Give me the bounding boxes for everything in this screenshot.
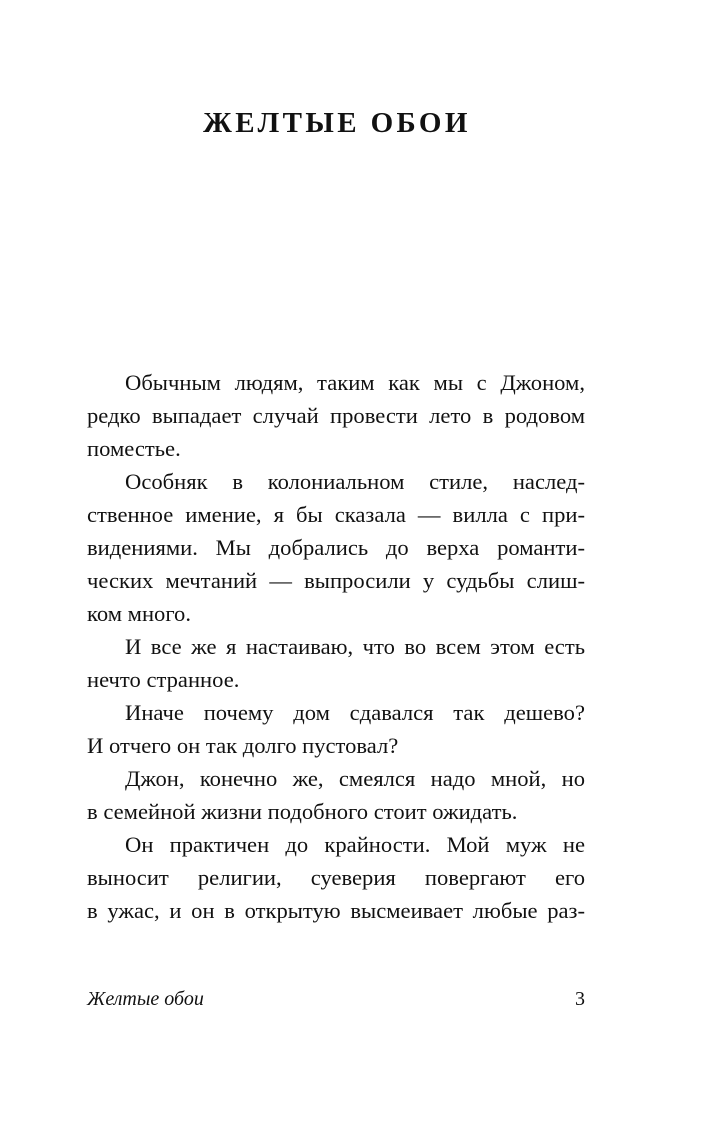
text-line: редко выпадает случай провести лето в родовом: [87, 403, 585, 428]
text-line: Иначе почему дом сдавался так дешево?: [125, 700, 585, 725]
text-line: ческих мечтаний — выпросили у судьбы слиш-: [87, 568, 585, 593]
page-number: 3: [575, 988, 585, 1010]
text-line: Особняк в колониальном стиле, наслед-: [125, 469, 585, 494]
text-line: выносит религии, суеверия повергают его: [87, 865, 585, 890]
text-line: Он практичен до крайности. Мой муж не: [125, 832, 585, 857]
chapter-title: ЖЕЛТЫЕ ОБОИ: [203, 107, 471, 139]
running-title: Желтые обои: [87, 988, 204, 1010]
body-text: [87, 366, 585, 927]
text-line: нечто странное.: [87, 667, 240, 692]
text-line: И все же я настаиваю, что во всем этом есть: [125, 634, 585, 659]
text-line: в ужас, и он в открытую высмеивает любые раз-: [87, 898, 585, 923]
text-line: Обычным людям, таким как мы с Джоном,: [125, 370, 585, 395]
page-footer: [87, 984, 585, 1014]
text-line: поместье.: [87, 436, 181, 461]
text-line: Джон, конечно же, смеялся надо мной, но: [125, 766, 585, 791]
text-line: И отчего он так долго пустовал?: [87, 733, 399, 758]
text-line: в семейной жизни подобного стоит ожидать.: [87, 799, 518, 824]
text-line: ственное имение, я бы сказала — вилла с при-: [87, 502, 585, 527]
text-line: видениями. Мы добрались до верха романти-: [87, 535, 585, 560]
text-line: ком много.: [87, 601, 191, 626]
